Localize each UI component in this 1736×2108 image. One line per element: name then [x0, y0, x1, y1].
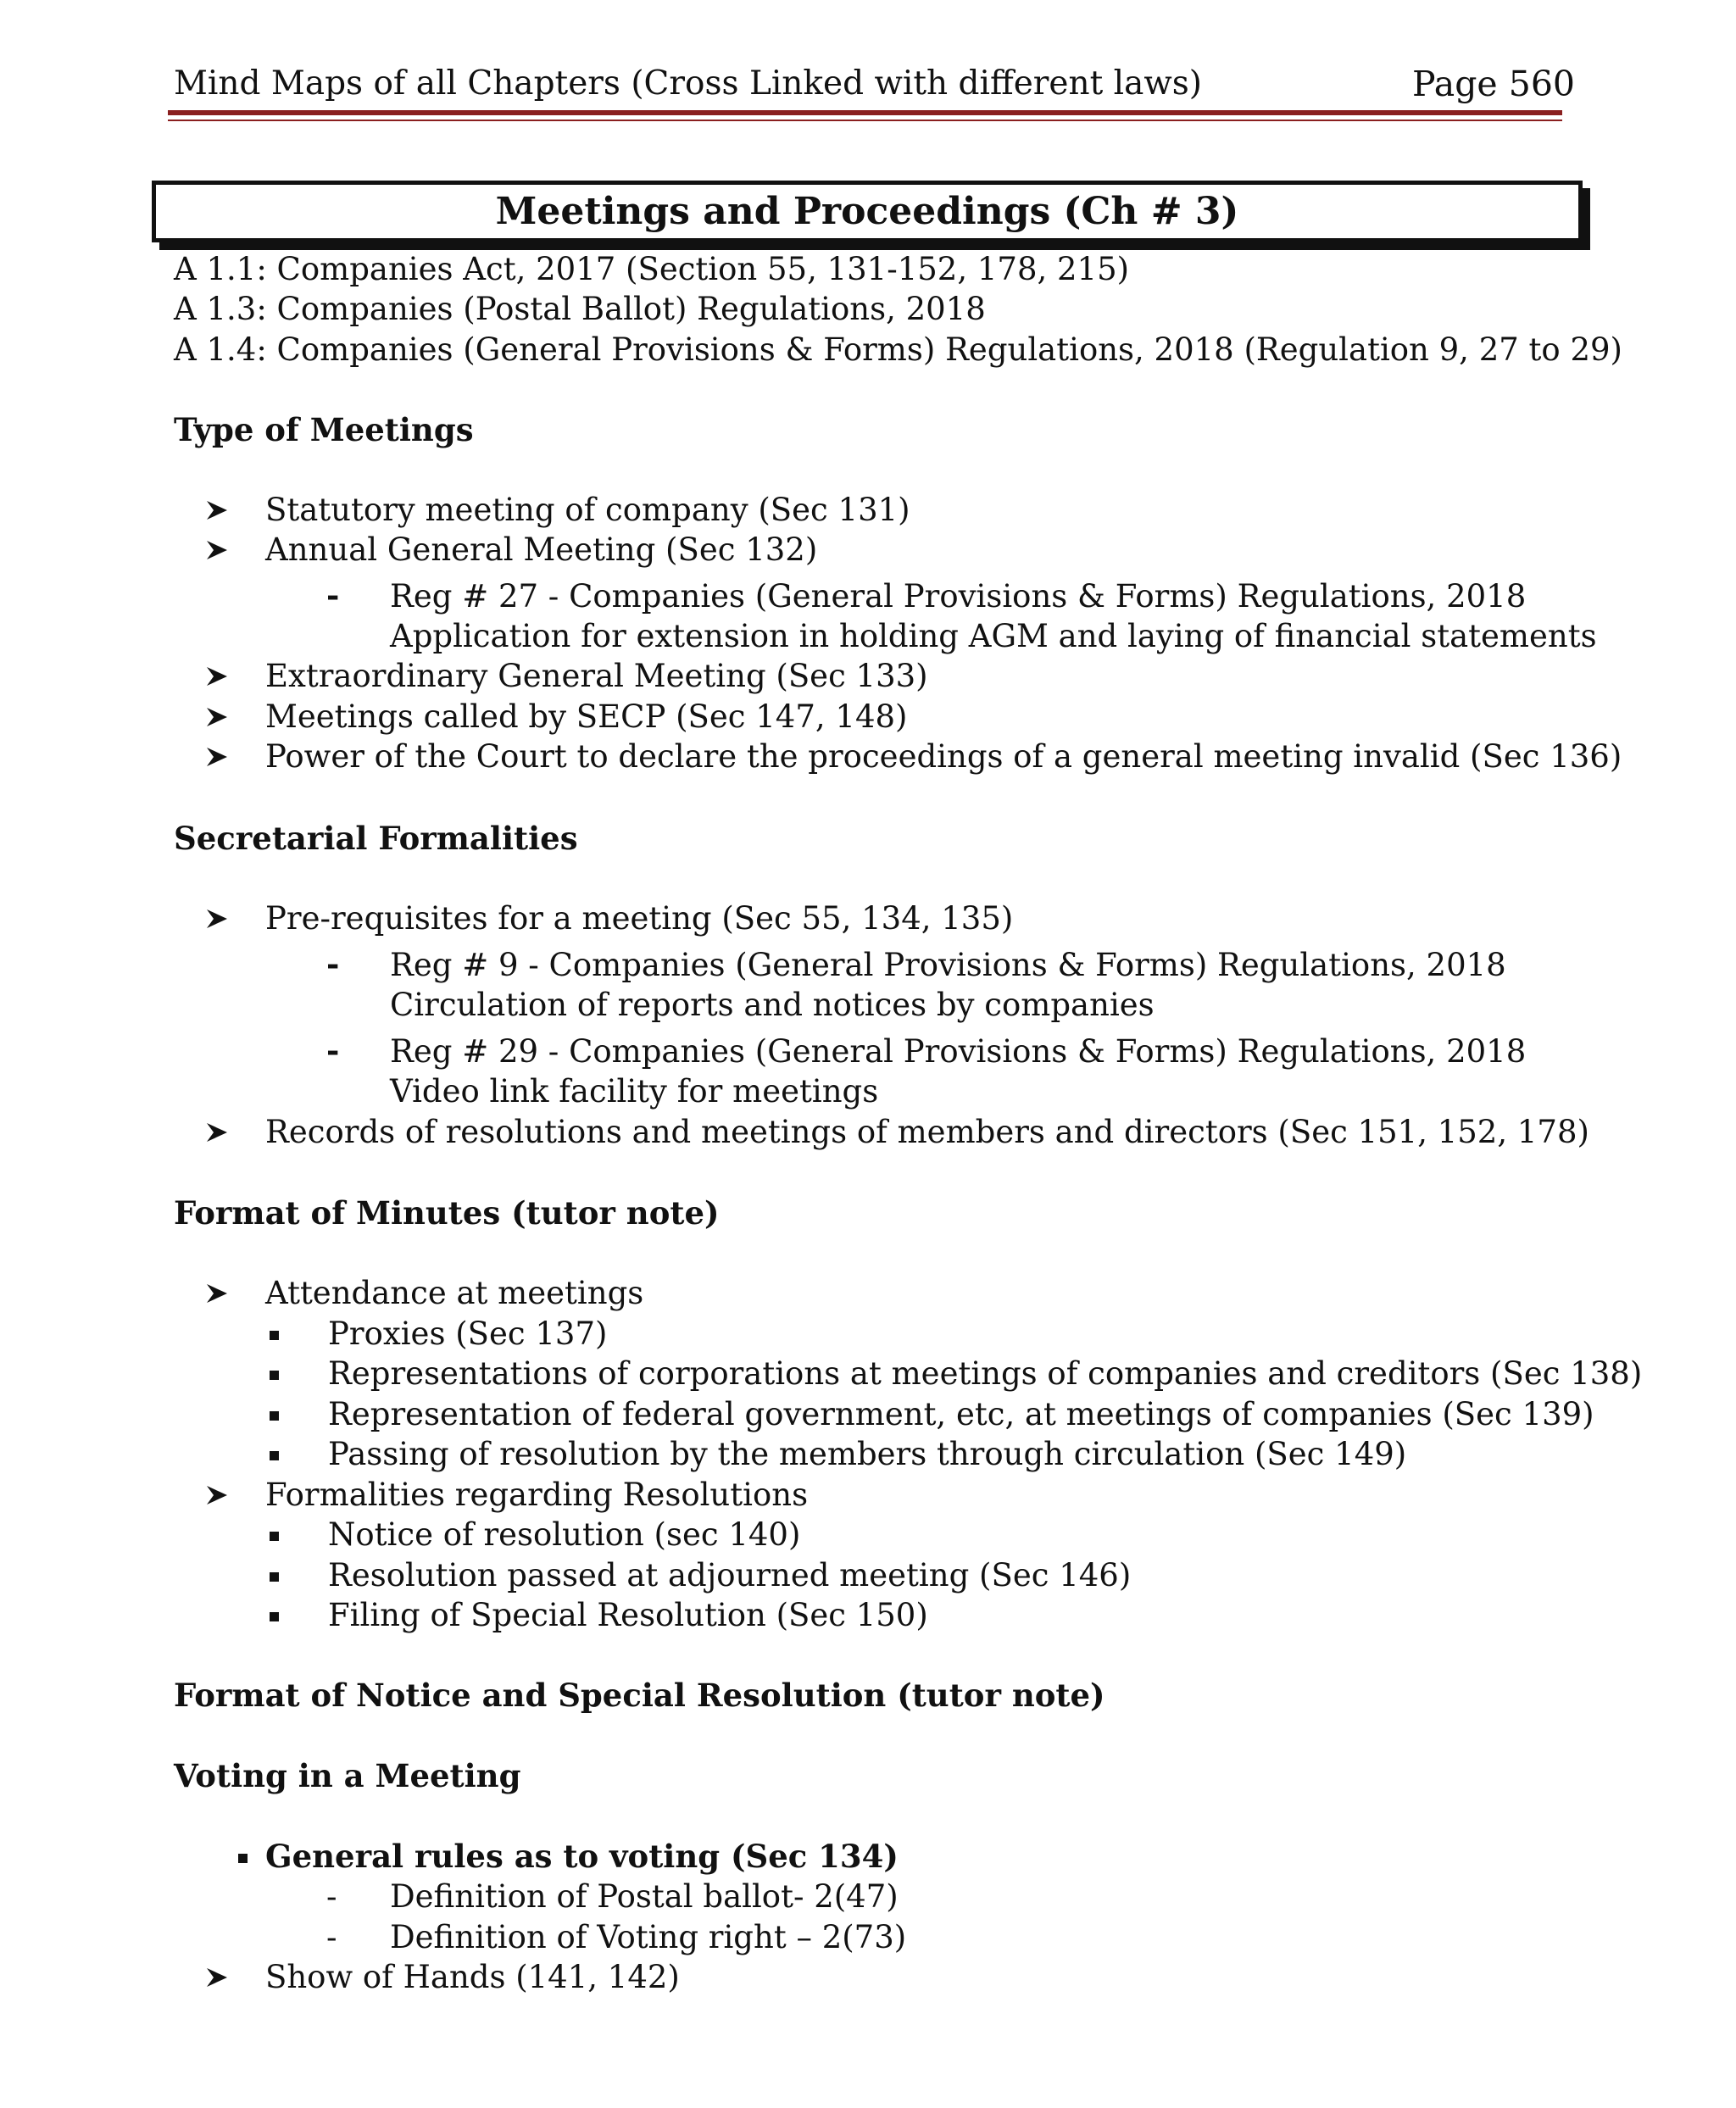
dash-bullet-icon: - [326, 1919, 337, 1955]
header-rule-thin [168, 120, 1562, 121]
list-item: Statutory meeting of company (Sec 131) [265, 492, 910, 528]
arrow-bullet-icon [206, 1282, 228, 1304]
page-number: Page 560 [1412, 64, 1575, 104]
dash-bullet-icon: - [326, 1878, 337, 1915]
sub-item-line: Reg # 29 - Companies (General Provisions & Forms) Regulations, 2018 [390, 1033, 1527, 1070]
list-item: Power of the Court to declare the proceedings of a general meeting invalid (Sec 136) [265, 738, 1622, 775]
sub-list-item: Proxies (Sec 137) [328, 1315, 608, 1352]
sub-list-item: Passing of resolution by the members through circulation (Sec 149) [328, 1436, 1407, 1472]
arrow-bullet-icon [206, 1484, 228, 1506]
sub-item-line: Definition of Postal ballot- 2(47) [390, 1878, 899, 1915]
arrow-bullet-icon [206, 539, 228, 561]
list-item: Meetings called by SECP (Sec 147, 148) [265, 698, 908, 735]
sub-item-line: Video link facility for meetings [390, 1073, 879, 1110]
reference-line: A 1.4: Companies (General Provisions & Forms) Regulations, 2018 (Regulation 9, 27 to 29) [174, 331, 1622, 368]
sub-list-item: Filing of Special Resolution (Sec 150) [328, 1597, 928, 1633]
list-item: Show of Hands (141, 142) [265, 1959, 680, 1995]
square-bullet-icon [270, 1411, 279, 1421]
sub-item-line: Definition of Voting right – 2(73) [390, 1919, 907, 1955]
list-item: Extraordinary General Meeting (Sec 133) [265, 658, 928, 694]
arrow-bullet-icon [206, 499, 228, 521]
square-bullet-icon [270, 1451, 279, 1460]
square-bullet-icon [270, 1612, 279, 1621]
list-item: Pre-requisites for a meeting (Sec 55, 134, 135) [265, 900, 1014, 937]
section-heading-minutes: Format of Minutes (tutor note) [174, 1194, 720, 1232]
section-heading-type-of-meetings: Type of Meetings [174, 411, 474, 448]
list-item: Records of resolutions and meetings of members and directors (Sec 151, 152, 178) [265, 1114, 1589, 1150]
arrow-bullet-icon [206, 706, 228, 728]
sub-item-line: Circulation of reports and notices by companies [390, 987, 1155, 1023]
sub-list-item: Representation of federal government, etc, at meetings of companies (Sec 139) [328, 1396, 1594, 1432]
sub-list-item: Representations of corporations at meetings of companies and creditors (Sec 138) [328, 1355, 1643, 1392]
list-item: Attendance at meetings [265, 1275, 644, 1311]
list-item: Annual General Meeting (Sec 132) [265, 531, 818, 568]
chapter-title-box [152, 181, 1583, 242]
sub-list-item: Notice of resolution (sec 140) [328, 1516, 801, 1553]
sub-item-line: Application for extension in holding AGM and laying of financial statements [390, 618, 1597, 654]
reference-line: A 1.1: Companies Act, 2017 (Section 55, 131-152, 178, 215) [174, 251, 1130, 287]
arrow-bullet-icon [206, 665, 228, 687]
arrow-bullet-icon [206, 1121, 228, 1143]
reference-line: A 1.3: Companies (Postal Ballot) Regulations, 2018 [174, 291, 986, 327]
section-heading-voting: Voting in a Meeting [174, 1757, 521, 1794]
list-item: Formalities regarding Resolutions [265, 1477, 809, 1513]
arrow-bullet-icon [206, 908, 228, 930]
dash-bullet-icon: - [326, 576, 340, 614]
sub-list-item: Resolution passed at adjourned meeting (Sec 146) [328, 1557, 1132, 1594]
square-bullet-icon [238, 1854, 248, 1863]
square-bullet-icon [270, 1572, 279, 1582]
running-header-title: Mind Maps of all Chapters (Cross Linked with different laws) [174, 64, 1203, 103]
square-bullet-icon [270, 1331, 279, 1340]
section-heading-notice: Format of Notice and Special Resolution (tutor note) [174, 1677, 1105, 1714]
sub-item-line: Reg # 27 - Companies (General Provisions & Forms) Regulations, 2018 [390, 578, 1527, 615]
list-item-bold: General rules as to voting (Sec 134) [265, 1838, 899, 1875]
arrow-bullet-icon [206, 746, 228, 768]
chapter-title: Meetings and Proceedings (Ch # 3) [495, 190, 1239, 233]
dash-bullet-icon: - [326, 1032, 340, 1069]
dash-bullet-icon: - [326, 945, 340, 982]
sub-item-line: Reg # 9 - Companies (General Provisions & Forms) Regulations, 2018 [390, 947, 1506, 983]
header-rule-thick [168, 110, 1562, 115]
square-bullet-icon [270, 1532, 279, 1541]
section-heading-secretarial: Secretarial Formalities [174, 820, 578, 857]
arrow-bullet-icon [206, 1966, 228, 1988]
square-bullet-icon [270, 1371, 279, 1380]
